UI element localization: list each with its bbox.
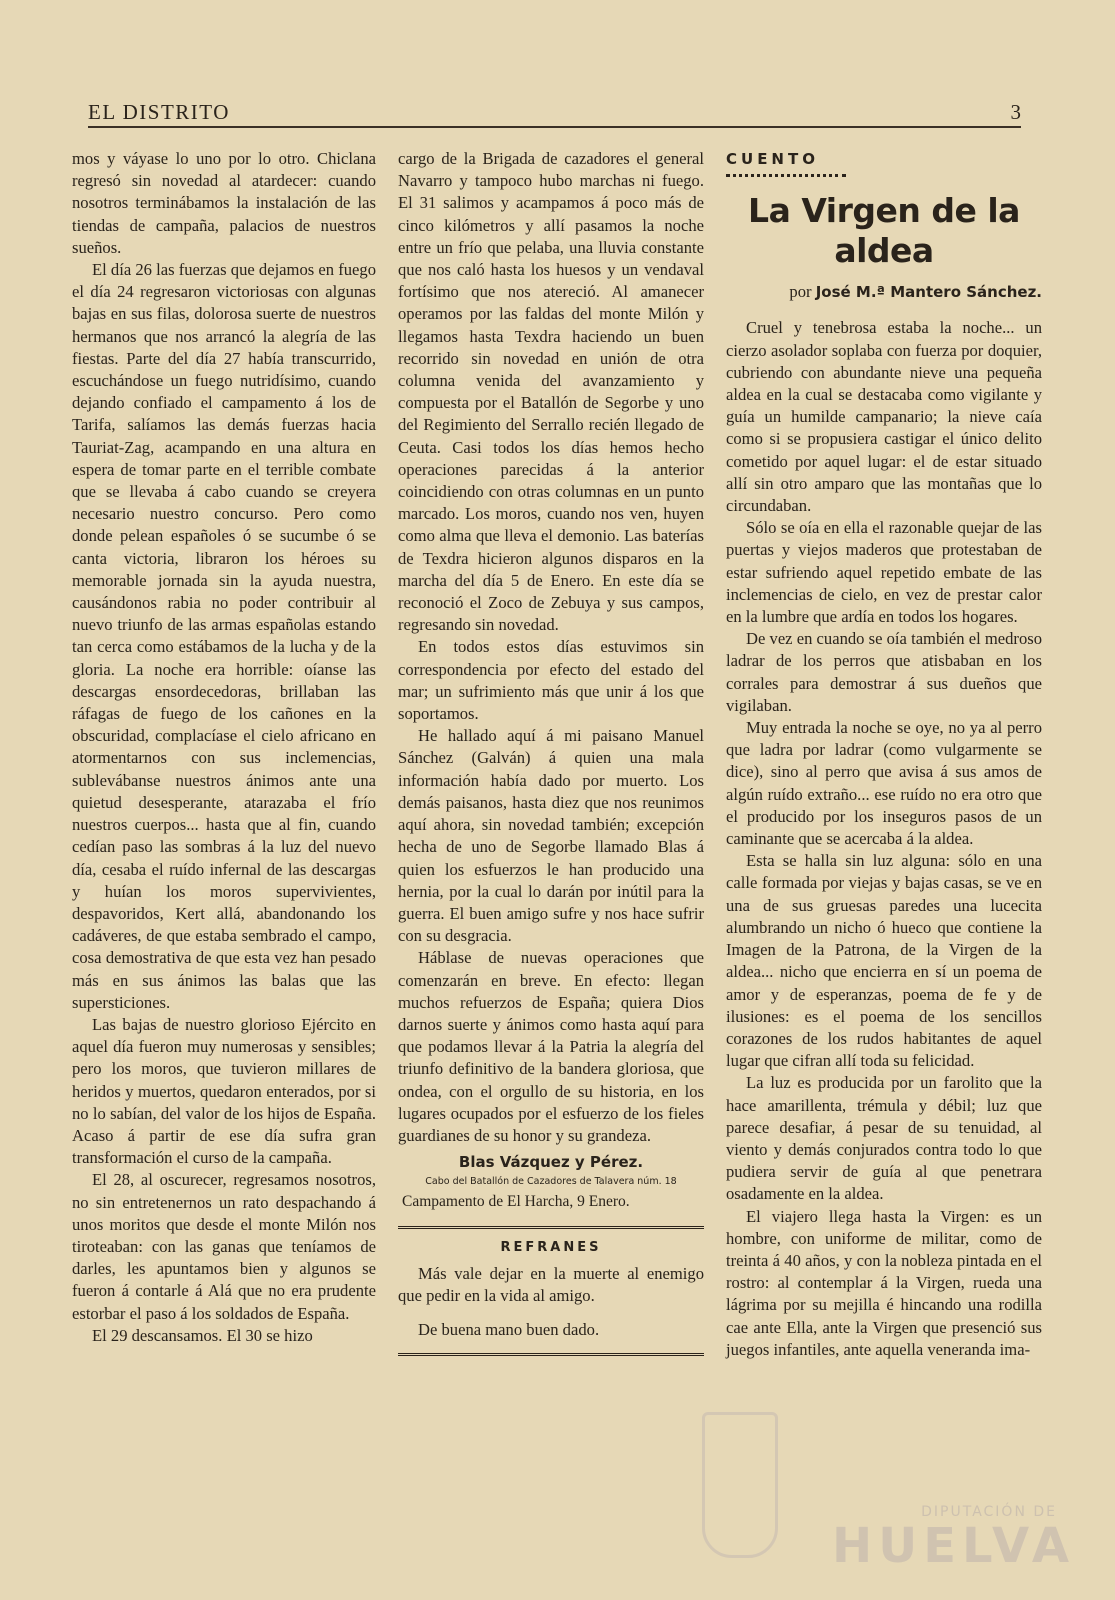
paragraph: La luz es producida por un farolito que la hace amarillenta, trémula y débil; luz que parece desafiar, á pesar de su tenuidad, al viento y demás conjurados contra todo lo que pudiera servir de guía al que penetrara osadamente en la aldea. bbox=[726, 1073, 1042, 1204]
byline-prefix: por bbox=[789, 282, 812, 302]
place-date: Campamento de El Harcha, 9 Enero. bbox=[402, 1193, 630, 1211]
section-kicker: CUENTO bbox=[726, 150, 819, 168]
author-name: José M.ª Mantero Sánchez. bbox=[815, 283, 1042, 302]
proverb: De buena mano buen dado. bbox=[418, 1320, 600, 1340]
paragraph: Háblase de nuevas operaciones que comenzarán en breve. En efecto: llegan muchos refuerzos de España; quiera Dios darnos suerte y ánimos como hasta aquí para que podamos llevar á la Patria la alegría del triunfo definitivo de la bandera gloriosa, que ondea, con el orgullo de su historia, en los lugares ocupados por el esfuerzo de los fieles guardianes de su honor y su grandeza. bbox=[398, 948, 704, 1145]
paragraph: El día 26 las fuerzas que dejamos en fuego el día 24 regresaron victoriosas con algunas bajas en sus filas, dolorosa suerte de nuestros hermanos que nos arrancó la alegría de las fiestas. Parte del día 27 había transcurrido, escuchándose un fuego nutridísimo, cuando dejando confiado el campamento á los de Tarifa, salíamos las demás fuerzas hacia Tauriat-Zag, acampando en una altura en espera de tomar parte en el terrible combate que se llevaba á cabo cuando se creyera necesario nuestro concurso. Pero como donde pelean españoles ó se sucumbe ó se canta victoria, libraron los héroes su memorable jornada sin la ayuda nuestra, causándonos rabia no poder contribuir al nuevo triunfo de las armas españolas estando tan cerca como estábamos de la lucha y de la gloria. La noche era horrible: oíanse las descargas ensordecedoras, brillaban las ráfagas de fuego de los cañones en la obscuridad, complacíase el cielo africano en atormentarnos con sus inclemencias, sublevábanse nuestros ánimos ante una quietud desesperante, atarazaba el frío nuestros cuerpos... hasta que al fin, cuando cedían paso las sombras á la luz del nuevo día, cesaba el ruído infernal de las descargas y huían los moros supervivientes, despavoridos, Kert allá, abandonando los cadáveres, de que estaba sembrado el campo, cosa demostrativa de que esta vez han pesado más en sus ánimos las balas que las supersticiones. bbox=[72, 260, 376, 1012]
paragraph: El 28, al oscurecer, regresamos nosotros, no sin entretenernos un rato despachando á unos moritos que desde el monte Milón nos tiroteaban: con las ganas que teníamos de darles, les apuntamos bien y algunos se fueron á contarle á Alá que no era prudente estorbar el paso á los soldados de España. bbox=[72, 1170, 376, 1323]
refranes-heading: REFRANES bbox=[500, 1239, 602, 1255]
paragraph: El 29 descansamos. El 30 se hizo bbox=[92, 1325, 313, 1345]
letter-signature: Blas Vázquez y Pérez. bbox=[458, 1153, 644, 1172]
paragraph: Cruel y tenebrosa estaba la noche... un cierzo asolador soplaba con fuerza por doquier, cubriendo con abundante nieve una pequeña aldea en la cual se destacaba como vigilante y guía un humilde campanario; la nieve caía como si se propusiera castigar el único delito cometido por aquel lugar: el de estar situado allí sin otro amparo que las montañas que lo circundaban. bbox=[726, 318, 1042, 516]
paragraph: De vez en cuando se oía también el medroso ladrar de los perros que atisbaban en los corrales para demostrar á sus dueños que vigilaban. bbox=[726, 629, 1042, 715]
kicker-underline bbox=[726, 174, 846, 177]
byline bbox=[726, 281, 1042, 303]
signature-title: Cabo del Batallón de Cazadores de Talavera núm. 18 bbox=[425, 1176, 677, 1188]
watermark-small: DIPUTACIÓN DE bbox=[921, 1504, 1057, 1520]
column-1 bbox=[72, 148, 376, 1347]
paragraph: Muy entrada la noche se oye, no ya al perro que ladra por ladrar (como vulgarmente se dice), sino al perro que avisa á sus amos de algún ruído extraño... ese ruído no era otro que el producido por los inseguros pasos de un caminante que se acercaba á la aldea. bbox=[726, 718, 1042, 849]
page-header bbox=[88, 100, 1021, 128]
watermark-shield-icon bbox=[702, 1412, 778, 1558]
spacer bbox=[398, 1307, 704, 1319]
paragraph: cargo de la Brigada de cazadores el general Navarro y tampoco hubo marchas ni fuego. El 31 salimos y acampamos á poco más de cinco kilómetros y allí pasamos la noche entre un frío que pelaba, una lluvia constante que nos caló hasta los huesos y un vendaval fortísimo que nos atereció. Al amanecer operamos por las faldas del monte Milón y llegamos hasta Texdra haciendo un buen recorrido sin novedad en unión de otra columna venida del avanzamiento y compuesta por el Batallón de Segorbe y uno del Regimiento del Serrallo recién llegado de Ceuta. Casi todos los días hemos hecho operaciones parecidas á la anterior coincidiendo con otras columnas en un punto marcado. Los moros, cuando nos ven, huyen como alma que lleva el demonio. Las baterías de Texdra hicieron algunos disparos en la marcha del día 5 de Enero. En este día se reconoció el Zoco de Zebuya y sus campos, regresando sin novedad. bbox=[398, 149, 704, 635]
watermark-large: HUELVA bbox=[832, 1518, 1075, 1574]
column-3 bbox=[726, 148, 1042, 1361]
column-2 bbox=[398, 148, 704, 1364]
paragraph: He hallado aquí á mi paisano Manuel Sánchez (Galván) á quien una mala información había dado por muerto. Los demás paisanos, hasta diez que nos reunimos aquí ahora, sin novedad también; excepción hecha de uno de Segorbe llamado Blas á quien los esfuerzos le han producido una hernia, por la cual lo darán por inútil para la guerra. El buen amigo sufre y nos hace sufrir con su desgracia. bbox=[398, 726, 704, 946]
paragraph: En todos estos días estuvimos sin correspondencia por efecto del estado del mar; un sufrimiento más que unir á los que soportamos. bbox=[398, 637, 704, 724]
story-title: La Virgen de la aldea bbox=[748, 191, 1020, 271]
paragraph: mos y váyase lo uno por lo otro. Chiclana regresó sin novedad al atardecer: cuando nosotros terminábamos la instalación de las tiendas de campaña, palacios de nuestros sueños. bbox=[72, 149, 376, 257]
newspaper-title: EL DISTRITO bbox=[88, 100, 230, 124]
section-divider bbox=[398, 1226, 704, 1229]
section-divider bbox=[398, 1353, 704, 1356]
paragraph: Las bajas de nuestro glorioso Ejército en aquel día fueron muy numerosas y sensibles; pero los moros, que tuvieron millares de heridos y muertos, quedaron enterados, por si no lo sabían, del valor de los hijos de España. Acaso á partir de ese día sufra gran transformación el curso de la campaña. bbox=[72, 1014, 376, 1168]
page-number: 3 bbox=[1010, 100, 1021, 124]
proverb: Más vale dejar en la muerte al enemigo que pedir en la vida al amigo. bbox=[398, 1263, 704, 1305]
paragraph: Esta se halla sin luz alguna: sólo en una calle formada por viejas y bajas casas, se ve en una de sus gruesas paredes una lucecita alumbrando un nicho ó hueco que contiene la Imagen de la Patrona, de la Virgen de la aldea... nicho que encierra en sí un poema de amor y de esperanzas, poema de fe y de ilusiones: es el poema de los sencillos corazones de los rudos habitantes de aquel lugar que cifran allí toda su felicidad. bbox=[726, 851, 1042, 1071]
paragraph: Sólo se oía en ella el razonable quejar de las puertas y viejos maderos que protestaban de estar sufriendo aquel repetido embate de las inclemencias de cielo, en vez de prestar calor en la lumbre que ardía en todos los hogares. bbox=[726, 518, 1042, 627]
paragraph: El viajero llega hasta la Virgen: es un hombre, con uniforme de militar, como de treinta á 40 años, y con la nobleza pintada en el rostro: al contemplar á la Virgen, rueda una lágrima por su mejilla é hincando una rodilla cae ante Ella, ante la Virgen que presenció sus juegos infantiles, ante aquella veneranda ima- bbox=[726, 1206, 1042, 1359]
